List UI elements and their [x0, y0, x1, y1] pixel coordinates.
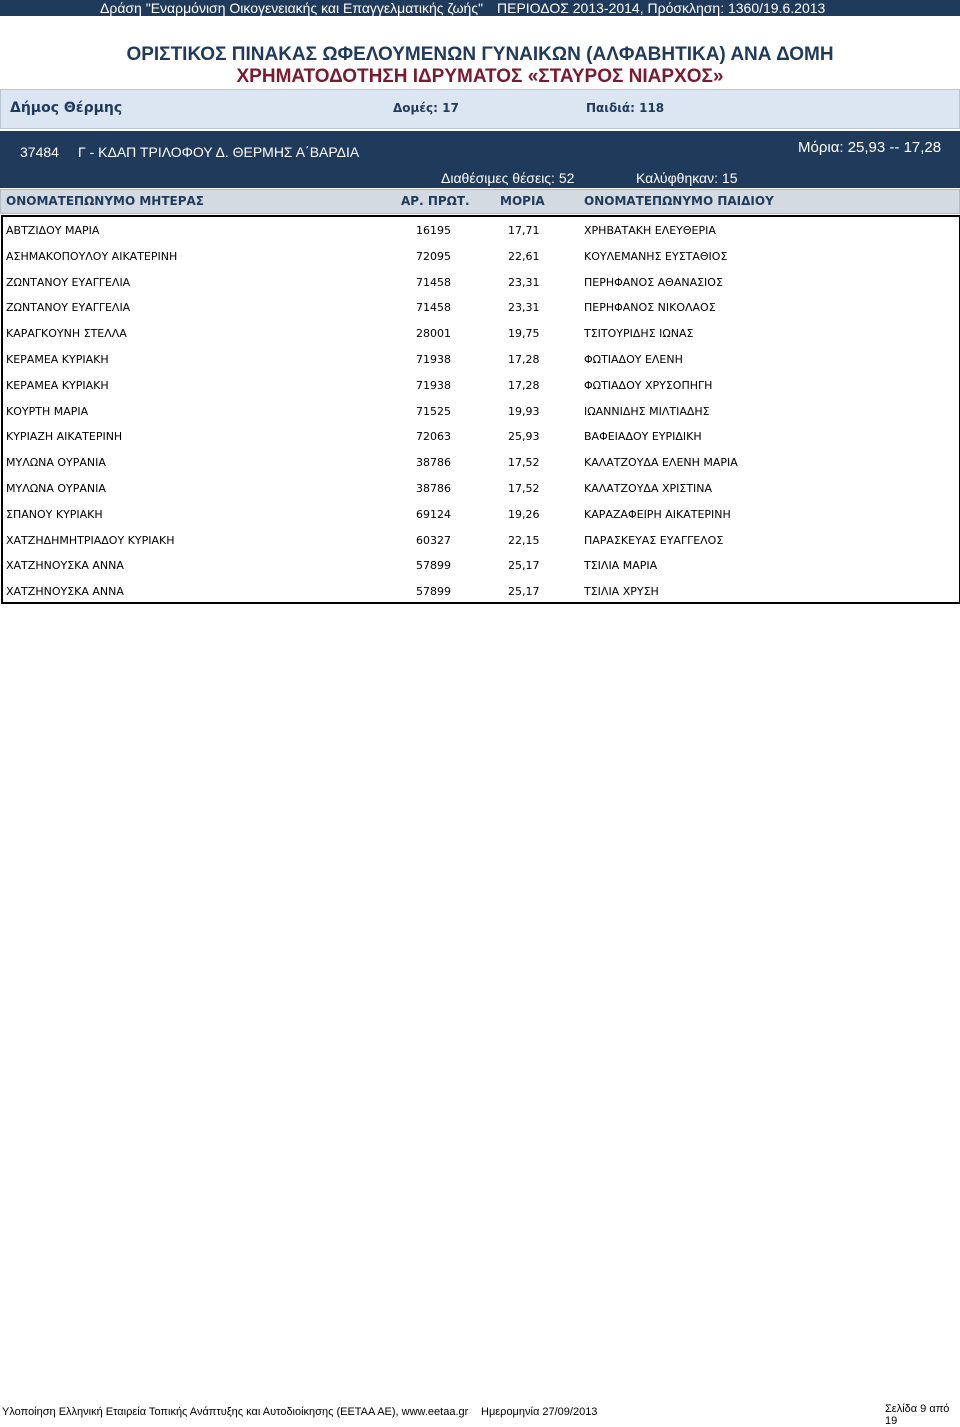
protocol-number: 71525 [416, 404, 451, 418]
child-name: ΚΟΥΛΕΜΑΝΗΣ ΕΥΣΤΑΘΙΟΣ [584, 249, 728, 263]
structure-name: Γ - ΚΔΑΠ ΤΡΙΛΟΦΟΥ Δ. ΘΕΡΜΗΣ Α΄ΒΑΡΔΙΑ [78, 144, 360, 160]
mother-name: ΜΥΛΩΝΑ ΟΥΡΑΝΙΑ [6, 456, 106, 470]
action-title: Δράση "Εναρμόνιση Οικογενειακής και Επαγγελματικής ζωής" [100, 0, 484, 16]
protocol-number: 57899 [416, 585, 451, 599]
protocol-number: 60327 [416, 533, 451, 547]
document-title: ΟΡΙΣΤΙΚΟΣ ΠΙΝΑΚΑΣ ΩΦΕΛΟΥΜΕΝΩΝ ΓΥΝΑΙΚΩΝ (ΑΛΦΑΒΗΤΙΚΑ) ΑΝΑ ΔΟΜΗ [126, 44, 834, 65]
table-row [3, 217, 959, 242]
protocol-number: 71458 [416, 275, 451, 289]
child-name: ΠΑΡΑΣΚΕΥΑΣ ΕΥΑΓΓΕΛΟΣ [584, 533, 724, 547]
table-row [3, 346, 959, 371]
table-row [3, 475, 959, 500]
column-header-score: ΜΟΡΙΑ [500, 194, 545, 208]
mother-name: ΑΣΗΜΑΚΟΠΟΥΛΟΥ ΑΙΚΑΤΕΡΙΝΗ [6, 249, 178, 263]
table-row [3, 578, 959, 603]
protocol-number: 72095 [416, 249, 451, 263]
mother-name: ΚΕΡΑΜΕΑ ΚΥΡΙΑΚΗ [6, 378, 109, 392]
child-name: ΠΕΡΗΦΑΝΟΣ ΑΘΑΝΑΣΙΟΣ [584, 275, 723, 289]
protocol-number: 16195 [416, 224, 451, 237]
table-row [3, 501, 959, 526]
mother-name: ΚΑΡΑΓΚΟΥΝΗ ΣΤΕΛΛΑ [6, 327, 127, 341]
score-value: 23,31 [508, 301, 540, 315]
child-name: ΙΩΑΝΝΙΔΗΣ ΜΙΛΤΙΑΔΗΣ [584, 404, 710, 418]
mother-name: ΧΑΤΖΗΔΗΜΗΤΡΙΑΔΟΥ ΚΥΡΙΑΚΗ [6, 533, 175, 547]
table-row [3, 243, 959, 268]
table-row [3, 294, 959, 319]
document-subtitle: ΧΡΗΜΑΤΟΔΟΤΗΣΗ ΙΔΡΥΜΑΤΟΣ «ΣΤΑΥΡΟΣ ΝΙΑΡΧΟΣ» [236, 66, 724, 87]
mother-name: ΚΟΥΡΤΗ ΜΑΡΙΑ [6, 404, 89, 418]
score-value: 19,26 [508, 507, 540, 521]
score-value: 25,17 [508, 585, 540, 599]
children-count: Παιδιά: 118 [586, 101, 665, 115]
child-name: ΤΣΙΛΙΑ ΧΡΥΣΗ [584, 585, 659, 599]
score-value: 17,52 [508, 482, 540, 495]
child-name: ΦΩΤΙΑΔΟΥ ΧΡΥΣΟΠΗΓΗ [584, 378, 713, 392]
score-value: 22,15 [508, 533, 540, 547]
protocol-number: 38786 [416, 482, 451, 495]
column-header-child: ΟΝΟΜΑΤΕΠΩΝΥΜΟ ΠΑΙΔΙΟΥ [584, 194, 774, 208]
score-value: 19,75 [508, 327, 540, 341]
mother-name: ΖΩΝΤΑΝΟΥ ΕΥΑΓΓΕΛΙΑ [6, 301, 131, 315]
protocol-number: 69124 [416, 507, 451, 521]
footer-date: Ημερομηνία 27/09/2013 [481, 1406, 598, 1418]
child-name: ΦΩΤΙΑΔΟΥ ΕΛΕΝΗ [584, 353, 683, 366]
protocol-number: 28001 [416, 327, 451, 341]
table-row [3, 372, 959, 397]
covered-positions: Καλύφθηκαν: 15 [636, 170, 738, 186]
score-range: Μόρια: 25,93 -- 17,28 [798, 139, 942, 156]
score-value: 22,61 [508, 249, 540, 263]
child-name: ΤΣΙΤΟΥΡΙΔΗΣ ΙΩΝΑΣ [584, 327, 694, 341]
score-value: 23,31 [508, 275, 540, 289]
child-name: ΤΣΙΛΙΑ ΜΑΡΙΑ [584, 559, 658, 573]
mother-name: ΧΑΤΖΗΝΟΥΣΚΑ ΑΝΝΑ [6, 585, 124, 599]
table-row [3, 552, 959, 577]
score-value: 19,93 [508, 404, 540, 418]
child-name: ΚΑΡΑΖΑΦΕΙΡΗ ΑΙΚΑΤΕΡΙΝΗ [584, 507, 731, 521]
child-name: ΒΑΦΕΙΑΔΟΥ ΕΥΡΙΔΙΚΗ [584, 430, 702, 444]
table-row [3, 269, 959, 294]
structure-code: 37484 [20, 144, 59, 160]
score-value: 25,93 [508, 430, 540, 444]
child-name: ΠΕΡΗΦΑΝΟΣ ΝΙΚΟΛΑΟΣ [584, 301, 716, 315]
available-positions: Διαθέσιμες θέσεις: 52 [441, 170, 575, 186]
column-header-mother: ΟΝΟΜΑΤΕΠΩΝΥΜΟ ΜΗΤΕΡΑΣ [6, 194, 204, 208]
score-value: 17,28 [508, 353, 540, 366]
table-row [3, 398, 959, 423]
score-value: 17,52 [508, 456, 540, 470]
mother-name: ΜΥΛΩΝΑ ΟΥΡΑΝΙΑ [6, 482, 106, 495]
mother-name: ΚΥΡΙΑΖΗ ΑΙΚΑΤΕΡΙΝΗ [6, 430, 123, 444]
table-row [3, 527, 959, 552]
child-name: ΚΑΛΑΤΖΟΥΔΑ ΕΛΕΝΗ ΜΑΡΙΑ [584, 456, 738, 470]
column-headers [0, 189, 960, 214]
footer-page-number: Σελίδα 9 από 19 [885, 1403, 950, 1427]
child-name: ΚΑΛΑΤΖΟΥΔΑ ΧΡΙΣΤΙΝΑ [584, 482, 713, 495]
column-header-protocol: ΑΡ. ΠΡΩΤ. [401, 194, 470, 208]
mother-name: ΑΒΤΖΙΔΟΥ ΜΑΡΙΑ [6, 224, 100, 237]
protocol-number: 71938 [416, 378, 451, 392]
footer-implementation: Υλοποίηση Ελληνική Εταιρεία Τοπικής Ανάπτυξης και Αυτοδιοίκησης (ΕΕΤΑΑ ΑΕ), www.eetaa.gr [2, 1406, 469, 1418]
protocol-number: 71458 [416, 301, 451, 315]
table-row [3, 320, 959, 345]
mother-name: ΣΠΑΝΟΥ ΚΥΡΙΑΚΗ [6, 507, 103, 521]
score-value: 17,71 [508, 224, 540, 237]
protocol-number: 57899 [416, 559, 451, 573]
municipality-info-bar [0, 89, 960, 129]
protocol-number: 38786 [416, 456, 451, 470]
period-title: ΠΕΡΙΟΔΟΣ 2013-2014, Πρόσκληση: 1360/19.6.2013 [497, 0, 826, 16]
protocol-number: 72063 [416, 430, 451, 444]
child-name: ΧΡΗΒΑΤΑΚΗ ΕΛΕΥΘΕΡΙΑ [584, 224, 716, 237]
mother-name: ΧΑΤΖΗΝΟΥΣΚΑ ΑΝΝΑ [6, 559, 124, 573]
structure-header [0, 131, 960, 188]
municipality-name: Δήμος Θέρμης [10, 100, 123, 116]
mother-name: ΚΕΡΑΜΕΑ ΚΥΡΙΑΚΗ [6, 353, 109, 366]
structures-count: Δομές: 17 [393, 101, 459, 115]
protocol-number: 71938 [416, 353, 451, 366]
beneficiaries-table [1, 215, 960, 604]
score-value: 17,28 [508, 378, 540, 392]
top-banner [0, 0, 960, 16]
score-value: 25,17 [508, 559, 540, 573]
table-row [3, 449, 959, 474]
mother-name: ΖΩΝΤΑΝΟΥ ΕΥΑΓΓΕΛΙΑ [6, 275, 131, 289]
table-row [3, 423, 959, 448]
